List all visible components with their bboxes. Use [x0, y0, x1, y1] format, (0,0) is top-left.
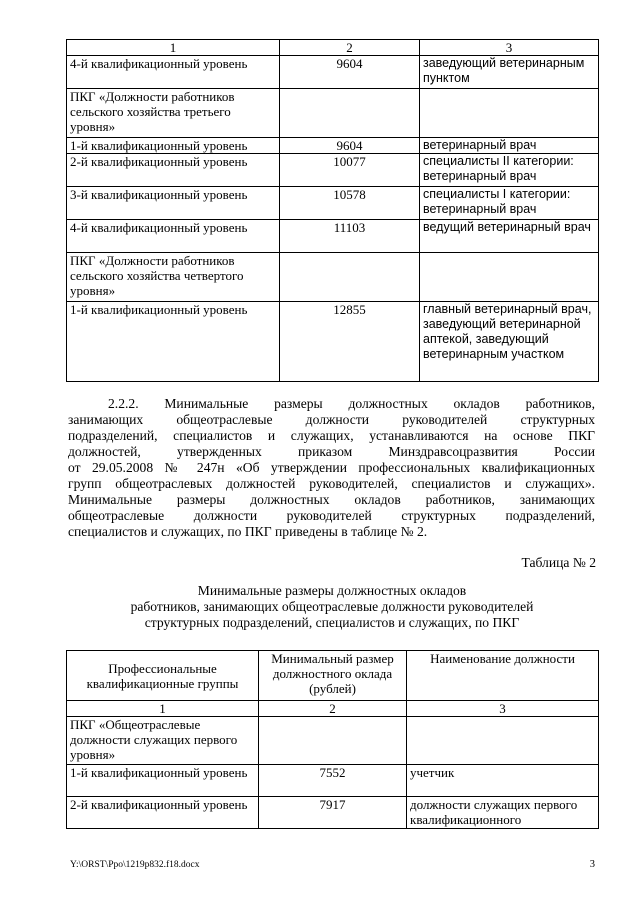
position-cell: главный ветеринарный врач, заведующий ветеринарной аптекой, заведующий ветеринарным участком: [420, 302, 599, 382]
position-cell: [420, 89, 599, 138]
salary-cell: 12855: [280, 302, 420, 382]
position-cell: ведущий ветеринарный врач: [420, 220, 599, 253]
table-row: [67, 89, 599, 138]
header-cell: Наименование должности: [407, 651, 599, 701]
group-cell: ПКГ «Должности работников сельского хозяйства третьего уровня»: [67, 89, 280, 138]
paragraph-line: специалистов и служащих, по ПКГ приведены в таблице № 2.: [68, 524, 428, 539]
group-cell: 1-й квалификационный уровень: [67, 138, 280, 154]
position-cell: ветеринарный врач: [420, 138, 599, 154]
table-caption: [66, 583, 598, 631]
paragraph-line: общеотраслевые должности руководителей структурных подразделений,: [68, 508, 595, 523]
group-cell: 4-й квалификационный уровень: [67, 220, 280, 253]
salary-cell: 7917: [259, 797, 407, 829]
table-row: [67, 154, 599, 187]
salary-cell: 10077: [280, 154, 420, 187]
salary-cell: [280, 253, 420, 302]
group-cell: 4-й квалификационный уровень: [67, 56, 280, 89]
table-number-row: [67, 40, 599, 56]
column-number: 3: [407, 701, 599, 717]
column-number: 2: [259, 701, 407, 717]
position-cell: заведующий ветеринарным пунктом: [420, 56, 599, 89]
group-cell: 3-й квалификационный уровень: [67, 187, 280, 220]
group-cell: ПКГ «Должности работников сельского хозяйства четвертого уровня»: [67, 253, 280, 302]
paragraph-2-2-2: [68, 396, 595, 540]
table-row: [67, 717, 599, 765]
table-number-row: [67, 701, 599, 717]
paragraph-line: от 29.05.2008 № 247н «Об утверждении профессиональных квалификационных: [68, 460, 595, 475]
position-cell: учетчик: [407, 765, 599, 797]
salary-cell: 9604: [280, 138, 420, 154]
footer-page-number: 3: [589, 859, 595, 870]
position-cell: должности служащих первого квалификационного: [407, 797, 599, 829]
column-number: 1: [67, 40, 280, 56]
column-number: 1: [67, 701, 259, 717]
salary-cell: 7552: [259, 765, 407, 797]
position-cell: [407, 717, 599, 765]
table-row: [67, 138, 599, 154]
salary-cell: 10578: [280, 187, 420, 220]
table-row: [67, 765, 599, 797]
column-number: 2: [280, 40, 420, 56]
table-header-row: [67, 651, 599, 701]
table-row: [67, 56, 599, 89]
paragraph-line: занимающих общеотраслевые должности руководителей структурных: [68, 412, 595, 427]
salary-cell: [280, 89, 420, 138]
table-label: Таблица № 2: [521, 555, 596, 570]
salary-table-agriculture: [66, 39, 599, 382]
salary-cell: [259, 717, 407, 765]
group-cell: 2-й квалификационный уровень: [67, 154, 280, 187]
salary-cell: 11103: [280, 220, 420, 253]
header-cell: Профессиональные квалификационные группы: [67, 651, 259, 701]
paragraph-line: групп общеотраслевых должностей руководителей, специалистов и служащих».: [68, 476, 595, 491]
position-cell: специалисты II категории: ветеринарный врач: [420, 154, 599, 187]
position-cell: [420, 253, 599, 302]
caption-line: структурных подразделений, специалистов и служащих, по ПКГ: [144, 615, 520, 630]
position-cell: специалисты I категории: ветеринарный врач: [420, 187, 599, 220]
caption-line: работников, занимающих общеотраслевые должности руководителей: [130, 599, 534, 614]
paragraph-line: должностей, утвержденных приказом Минздравсоцразвития России: [68, 444, 595, 459]
header-cell: Минимальный размер должностного оклада (рублей): [259, 651, 407, 701]
salary-cell: 9604: [280, 56, 420, 89]
group-cell: 1-й квалификационный уровень: [67, 302, 280, 382]
paragraph-line: 2.2.2. Минимальные размеры должностных окладов работников,: [108, 396, 595, 411]
footer-file-path: Y:\ORST\Ppo\1219p832.f18.docx: [70, 860, 200, 870]
column-number: 3: [420, 40, 599, 56]
group-cell: 2-й квалификационный уровень: [67, 797, 259, 829]
salary-table-general: [66, 650, 599, 829]
caption-line: Минимальные размеры должностных окладов: [197, 583, 467, 598]
table-row: [67, 253, 599, 302]
paragraph-line: подразделений, специалистов и служащих, устанавливаются на основе ПКГ: [68, 428, 595, 443]
table-row: [67, 187, 599, 220]
group-cell: 1-й квалификационный уровень: [67, 765, 259, 797]
table-row: [67, 220, 599, 253]
table-row: [67, 302, 599, 382]
paragraph-line: Минимальные размеры должностных окладов работников, занимающих: [68, 492, 595, 507]
group-cell: ПКГ «Общеотраслевые должности служащих первого уровня»: [67, 717, 259, 765]
table-row: [67, 797, 599, 829]
